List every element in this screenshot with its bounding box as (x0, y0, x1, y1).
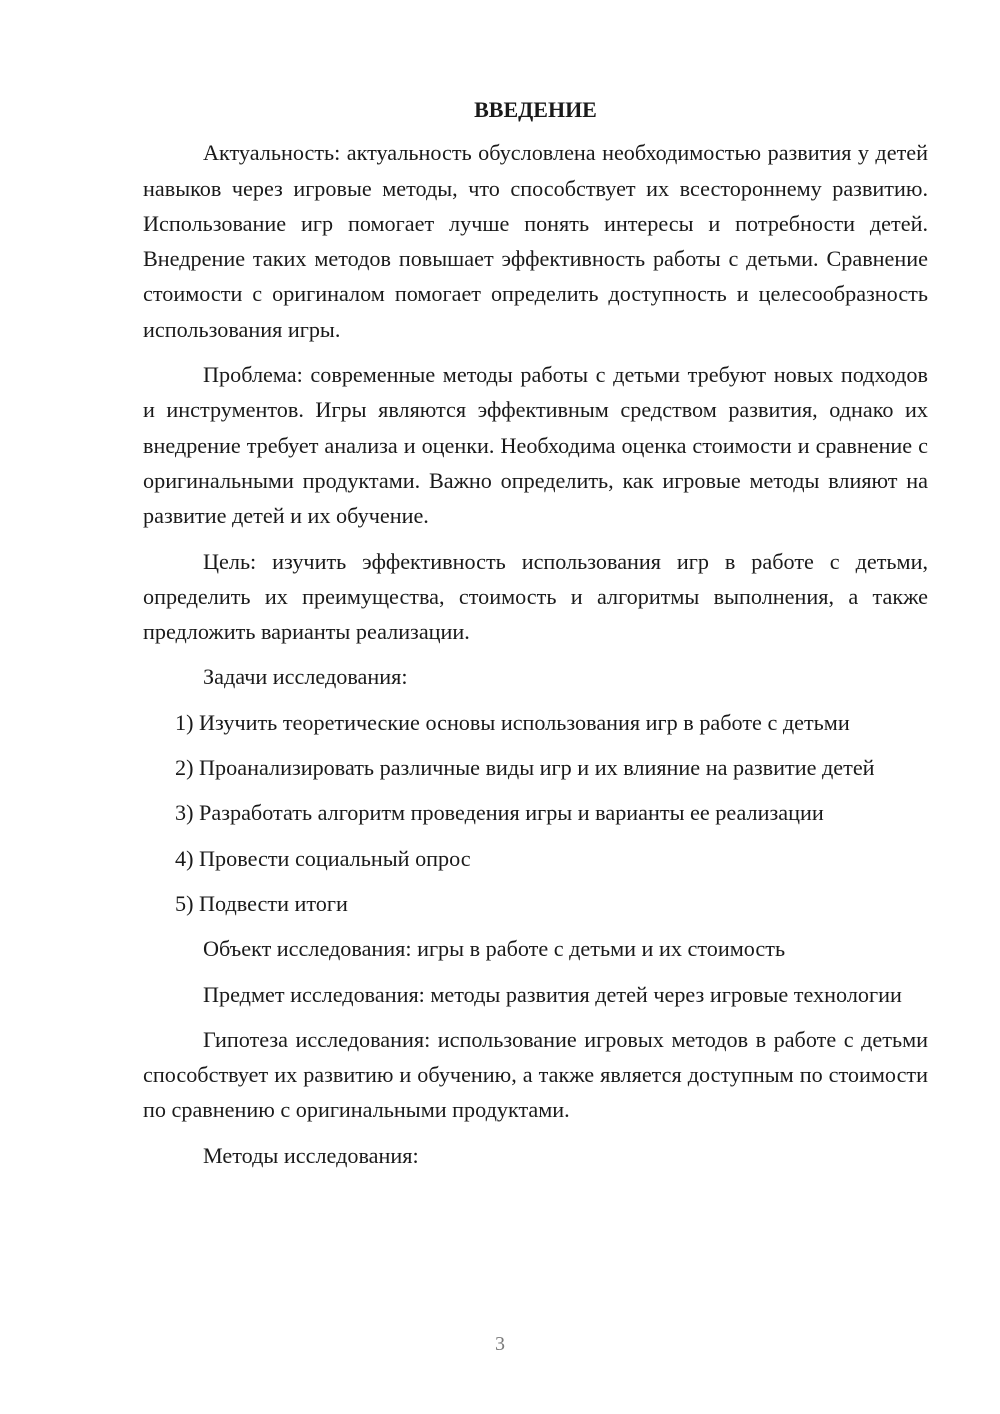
task-item-5: 5) Подвести итоги (175, 890, 348, 916)
paragraph-object: Объект исследования: игры в работе с детьми и их стоимость (203, 936, 786, 962)
task-item-1: 1) Изучить теоретические основы использования игр в работе с детьми (175, 709, 850, 735)
paragraph-problem: Проблема: современные методы работы с детьми требуют новых подходов и инструментов. Игры являются эффективным средством развития, однако их внедрение требует анализа и оценки. Необходима оценка стоимости и сравнение с оригинальными продуктами. Важно определить, как игровые методы влияют на развитие детей и их обучение. (143, 362, 928, 529)
task-item-2: 2) Проанализировать различные виды игр и их влияние на развитие детей (175, 755, 875, 781)
page-number: 3 (495, 1333, 505, 1355)
page-title: ВВЕДЕНИЕ (474, 97, 597, 122)
methods-heading: Методы исследования: (203, 1142, 419, 1168)
document-page (143, 92, 928, 1183)
task-item-4: 4) Провести социальный опрос (175, 845, 471, 871)
tasks-heading: Задачи исследования: (203, 664, 408, 690)
paragraph-relevance: Актуальность: актуальность обусловлена необходимостью развития у детей навыков через игровые методы, что способствует их всестороннему развитию. Использование игр помогает лучше понять интересы и потребности детей. Внедрение таких методов повышает эффективность работы с детьми. Сравнение стоимости с оригиналом помогает определить доступность и целесообразность использования игры. (143, 140, 928, 342)
paragraph-goal: Цель: изучить эффективность использования игр в работе с детьми, определить их преимущества, стоимость и алгоритмы выполнения, а также предложить варианты реализации. (143, 548, 928, 645)
paragraph-subject: Предмет исследования: методы развития детей через игровые технологии (203, 981, 902, 1007)
task-item-3: 3) Разработать алгоритм проведения игры и варианты ее реализации (175, 800, 824, 826)
paragraph-hypothesis: Гипотеза исследования: использование игровых методов в работе с детьми способствует их развитию и обучению, а также является доступным по стоимости по сравнению с оригинальными продуктами. (143, 1026, 928, 1123)
